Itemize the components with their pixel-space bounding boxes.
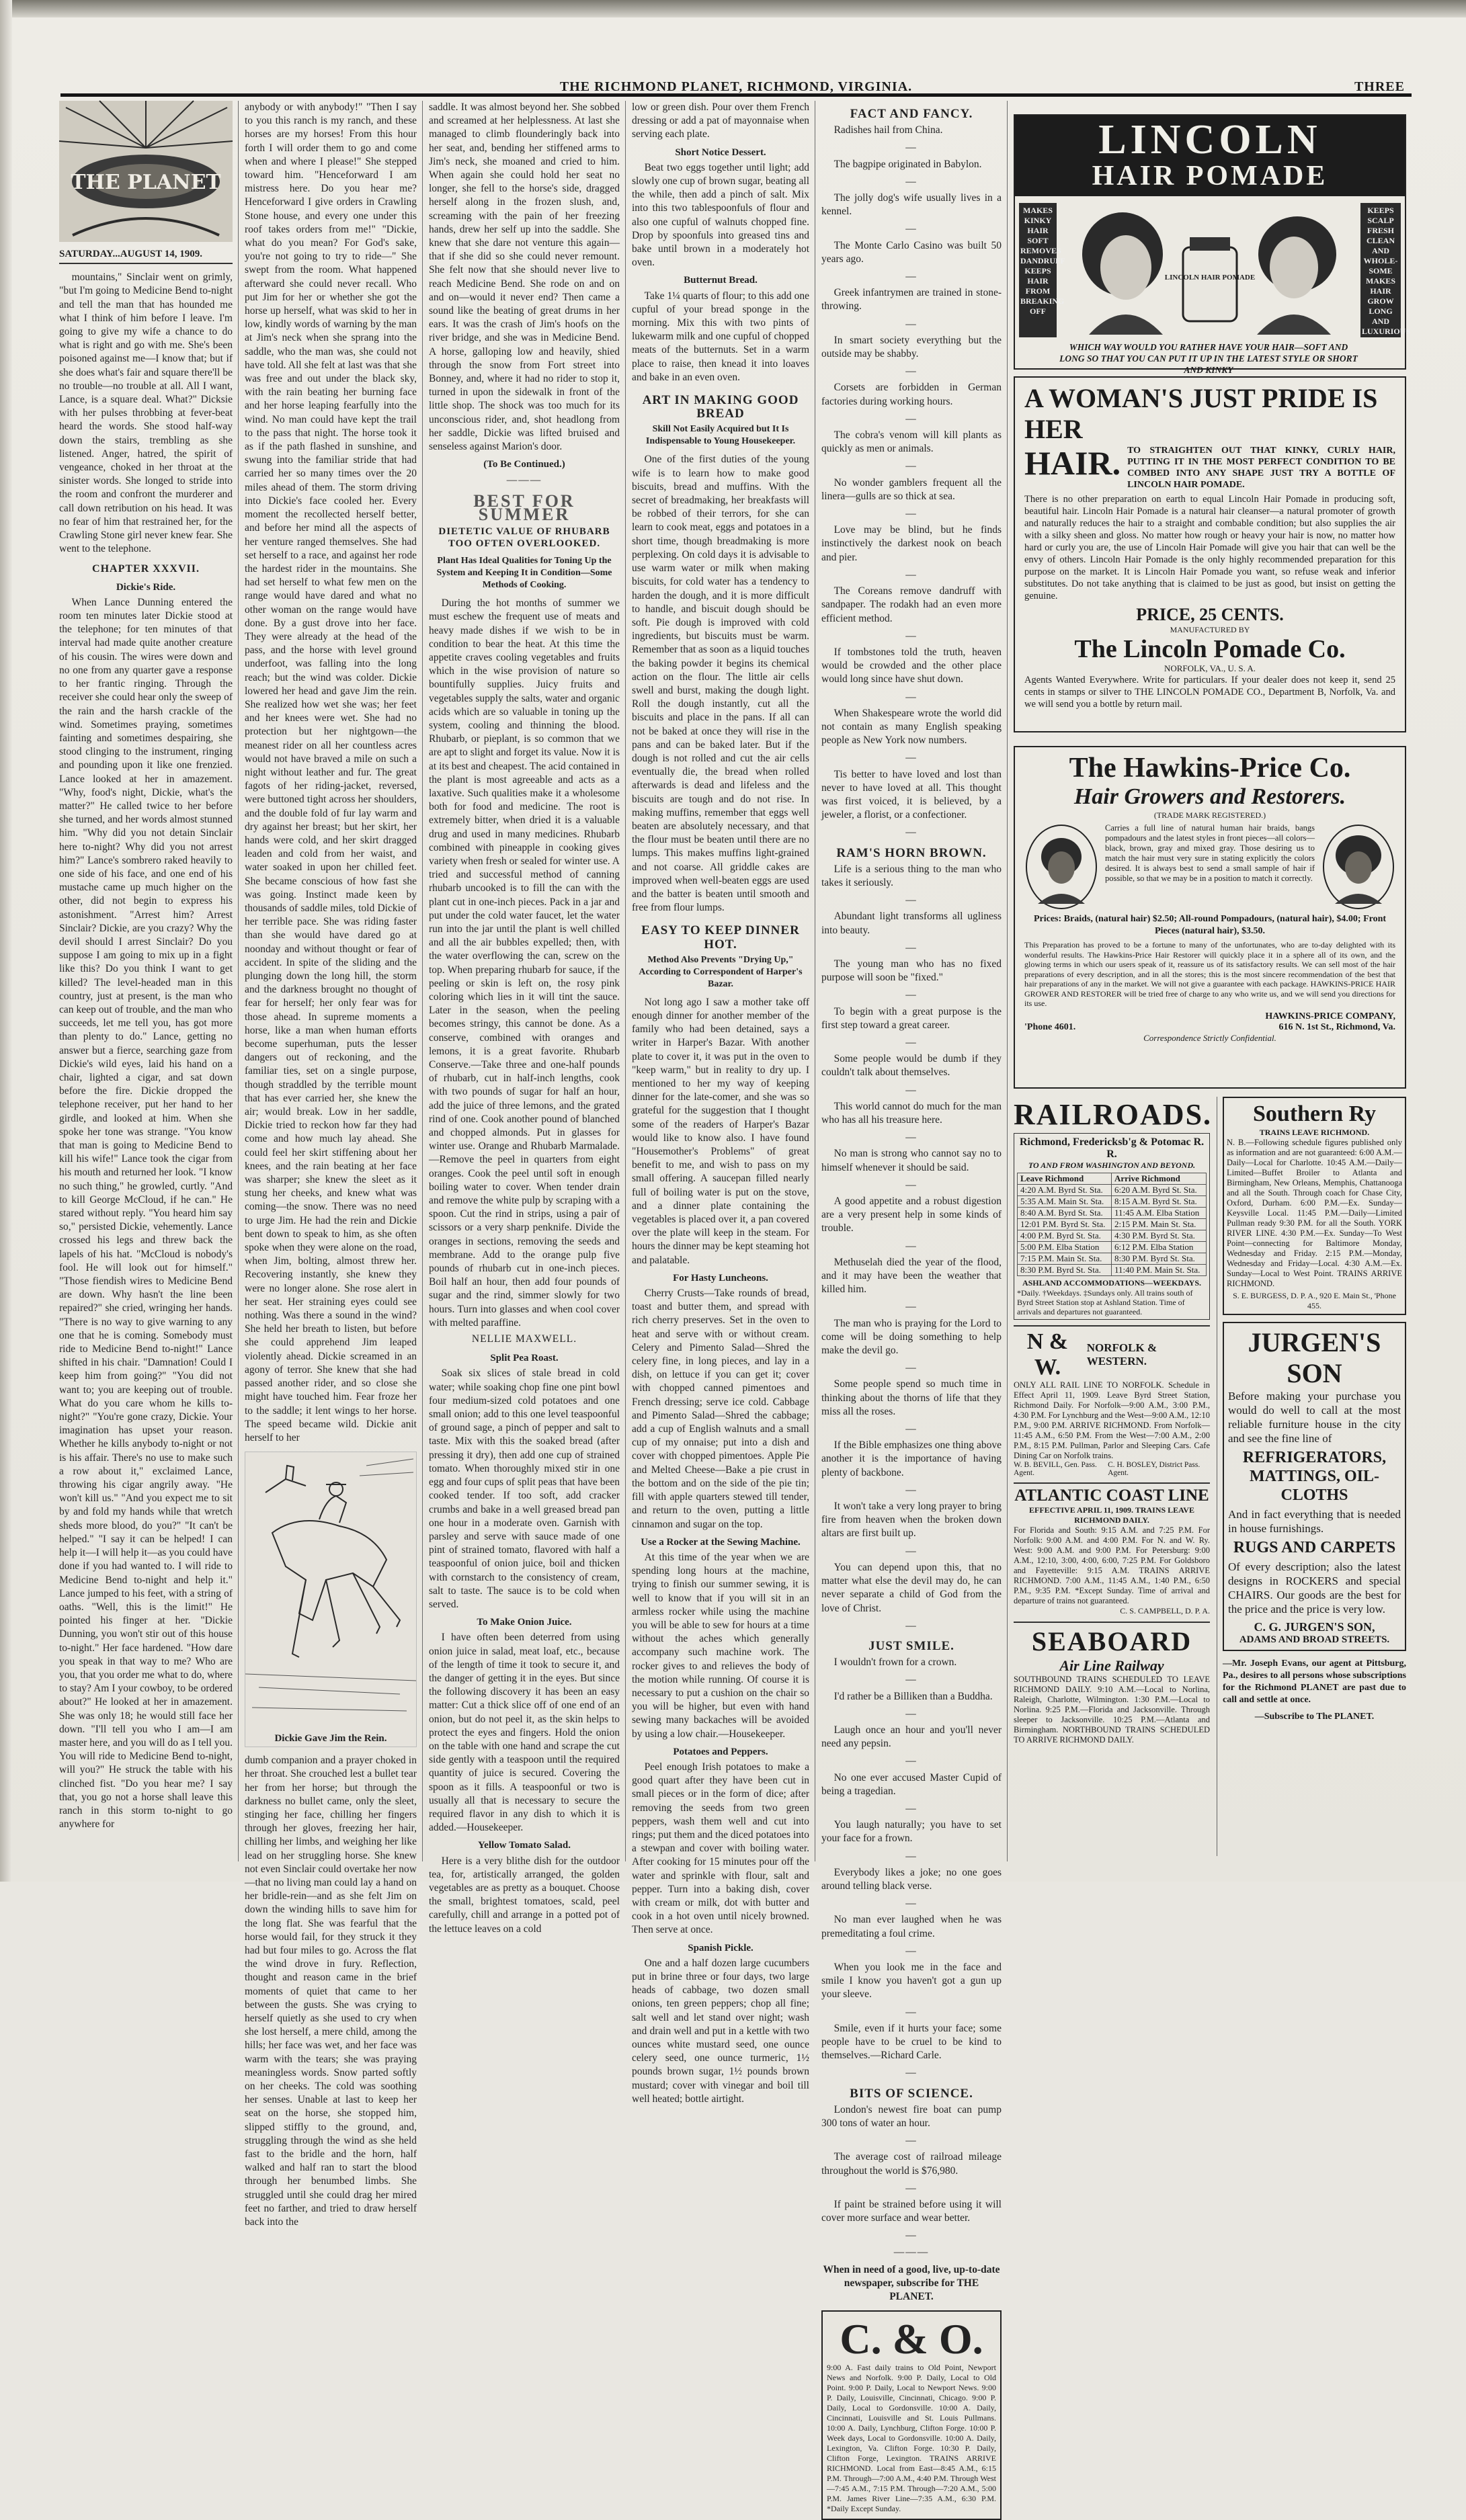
separator: — (905, 630, 918, 642)
recipe-text: Beat two eggs together until light; add slowly one cup of brown sugar, beating all the while, then add a pinch of salt. Mix into this two tablespoonfuls of flour and also one cupful of walnuts chopped fine. Drop by spoonfuls into greased tins and bake until brown in a moderately hot oven. (632, 161, 809, 269)
table-row (1018, 1219, 1207, 1230)
seaboard-schedule (1014, 1622, 1210, 1745)
ram-item: No man is strong who cannot say no to himself whenever it should be said. (821, 1148, 1002, 1173)
fact-item: The cobra's venom will kill plants as quickly as men or animals. (821, 429, 1002, 455)
article-headline: EASY TO KEEP DINNER HOT. (641, 923, 800, 952)
lincoln-benefits-right: KEEPS SCALP FRESH CLEAN AND WHOLE-SOME MAKES HAIR GROW LONG AND LUXURIOUS (1360, 203, 1401, 337)
fact-item: In smart society everything but the outside may be shabby. (821, 334, 1002, 360)
separator: — (905, 1620, 918, 1632)
col-leave: Leave Richmond (1018, 1173, 1112, 1185)
column-3 (429, 101, 620, 1935)
ram-item: Some people would be dumb if they couldn't talk about themselves. (821, 1053, 1002, 1079)
separator: — (905, 827, 918, 839)
recipe-heading: To Make Onion Juice. (477, 1617, 572, 1628)
scan-left-edge (0, 0, 12, 1882)
acl-sign: C. S. CAMPBELL, D. P. A. (1120, 1606, 1210, 1615)
recipe-heading: Split Pea Roast. (490, 1353, 559, 1364)
ram-item: Life is a serious thing to the man who takes it seriously. (821, 863, 1002, 888)
separator: — (905, 460, 918, 472)
to-be-continued: (To Be Continued.) (483, 459, 565, 470)
acl-title: ATLANTIC COAST LINE (1014, 1486, 1209, 1505)
hawkins-company: HAWKINS-PRICE COMPANY, (1265, 1011, 1395, 1021)
recipe-text: One and a half dozen large cucumbers put in brine three or four days, two large heads of cabbage, two dozen small onions, ten green peppers; chop all fine; salt well and let stand over night; wash and drain well and put in a kettle with two ounces white mustard seed, one ounce celery seed, one ounce turmeric, 1½ pounds brown sugar, 1½ pounds brown mustard; cover with vinegar and boil till well heated; bottle airtight. (632, 1957, 809, 2105)
hawkins-title: The Hawkins-Price Co. (1069, 753, 1351, 784)
table-row (1018, 1265, 1207, 1276)
separator: — (905, 1084, 918, 1096)
science-item: London's newest fire boat can pump 300 tons of water an hour. (821, 2103, 1002, 2129)
portrait-icon (1321, 823, 1395, 911)
nw-schedule (1014, 1325, 1210, 1477)
smile-list (821, 1656, 1002, 2080)
lincoln-subtitle: HAIR POMADE (1092, 161, 1328, 192)
fact-item: Radishes hail from China. (833, 124, 943, 136)
acl-text: For Florida and South: 9:15 A.M. and 7:25 P.M. For Norfolk: 9:00 A.M. and 4:00 P.M. For N. and W. Ry. West: 9:00 A.M. and 9:00 P.M. For Petersburg: 9:00 A.M., 12:10, 3:00, 4:00, 6:00, 7:25 P.M. For Goldsboro and Fayetteville: 9:15 A.M. TRAINS ARRIVE RICHMOND. 7:00 A.M., 11:45 A.M., 1:40 P.M., 6:50 P.M., 9:35 P.M. *Except Sunday. Time of arrival and departure of trains not guaranteed. (1014, 1525, 1210, 1605)
article-headline: ART IN MAKING GOOD BREAD (642, 393, 799, 421)
table-cell: 5:00 P.M. Elba Station (1018, 1242, 1112, 1253)
jurgens-text-2: And in fact everything that is needed in house furnishings. (1228, 1508, 1401, 1535)
lincoln-pomade-ad (1014, 114, 1411, 375)
fact-item: Love may be blind, but he finds instinctively the darkest nook on beach and pier. (821, 524, 1002, 563)
science-item: If paint be strained before using it will cover more surface and wear better. (821, 2199, 1002, 2224)
section-headline: FACT AND FANCY. (850, 107, 973, 121)
separator: — (905, 413, 918, 425)
separator: — (905, 2230, 918, 2242)
lincoln-tagline: WHICH WAY WOULD YOU RATHER HAVE YOUR HAIR—SOFT AND LONG SO THAT YOU CAN PUT IT UP IN THE LATEST STYLE OR SHORT AND KINKY (1059, 342, 1358, 375)
masthead-text: THE PLANET (71, 171, 221, 194)
subscribe-footer: —Subscribe to The PLANET. (1254, 1712, 1375, 1722)
seaboard-title: SEABOARD (1031, 1626, 1192, 1656)
portrait-icon (1024, 823, 1098, 911)
column-1 (59, 101, 233, 1861)
jurgens-text-1: Before making your purchase you would do well to call at the most reliable furniture house in the city and see the fine line of (1228, 1390, 1401, 1445)
table-row (1018, 1208, 1207, 1219)
article-deck: Plant Has Ideal Qualities for Toning Up the System and Keeping It in Condition—Some Methods of Cooking. (436, 556, 612, 591)
table-cell: 8:30 P.M. Byrd St. Sta. (1018, 1265, 1112, 1276)
womans-pride-ad (1014, 376, 1406, 732)
co-schedule: 9:00 A. Fast daily trains to Old Point, Newport News and Norfolk. 9:00 P. Daily, Local to Old Point. 9:00 P. Daily, Local to Newport News. 9:00 P. Daily, Louisville, Cincinnati, Chicago. 9:00 P. Daily, Local to Gordonsville. 10:00 A. Daily, Cincinnati, Louisville and St. Louis Pullmans. 10:00 A. Daily, Lynchburg, Clifton Forge. 10:00 P. Week days, Local to Gordonsville. 10:00 A. Daily, Lexington, Va. Clifton Forge. 10:30 P. Daily, Clifton Forge, Lexington. TRAINS ARRIVE RICHMOND. Local from East—8:45 A.M., 6:15 P.M. Through—7:00 A.M., 4:40 P.M. Through West—7:45 A.M., 7:15 P.M. Through—7:20 A.M., 5:00 P.M. James River Line—7:35 A.M., 6:30 P.M. *Daily Except Sunday. (827, 2363, 996, 2514)
page-number: THREE (1354, 79, 1405, 94)
separator: — (905, 366, 918, 378)
southern-railway-ad (1223, 1097, 1406, 1315)
recipe-text: low or green dish. Pour over them French dressing or add a pat of mayonnaise when serving each plate. (632, 101, 809, 140)
separator: — (905, 1362, 918, 1374)
recipe-text: Here is a very blithe dish for the outdoor tea, for, artistically arranged, the golden vegetables are as pretty as a bouquet. Choose the small, brightest tomatoes, scald, peel carefully, chill and arrange in a potted pot of the lettuce leaves on a cold (429, 1855, 620, 1935)
recipe-text: Cherry Crusts—Take rounds of bread, toast and butter them, and spread with rich cherry preserves. Set in the oven to heat and serve with or without cream. Celery and Pimento Salad—Shred the celery fine, in long pieces, and lay in a dish, on lettuce if you can get it; cover with chopped canned pimentoes and French dressing; serve ice cold. Cabbage and Pimento Salad—Shred the cabbage; add a cup of English walnuts and a small cup of my onnaise; put into a dish and cover with chopped pimentoes. Apple Pie and Melted Cheese—Bake a pie crust in the bottom and on the side of the pie tin; fill with apple quarters stewed till tender, and return to the oven, putting a little cinnamon and sugar on the top. (632, 1288, 809, 1530)
smile-item: No one ever accused Master Cupid of being a tragedian. (821, 1771, 1002, 1797)
separator: — (905, 894, 918, 907)
separator: — (905, 1423, 918, 1435)
separator: — (905, 1132, 918, 1144)
article-subhead: DIETETIC VALUE OF RHUBARB TOO OFTEN OVERLOOKED. (438, 526, 610, 550)
horse-rider-illustration-icon (245, 1452, 416, 1728)
story-text: dumb companion and a prayer choked in her throat. She crouched lest a bullet tear her from her horse; but through the darkness no bullet came, only the sleet, stinging her face, chilling her fingers through her gloves, freezing her hair, chilling her limbs, and weighing her like lead on her struggling horse. She knew not even Sinclair could overtake her now—that no living man could lay a hand on her bridle-rein—and as she felt Jim on down the winding hills to save him for the long flat. She was fearful that the horse would fail, for they struck it they had but four miles to go. Across the flat the wind drove in fury. Reflection, thought and reason came in the brief moments of quiet that came to her between the gusts. She was crying to herself quietly as she used to cry when she lost herself, a mere child, among the hills; her face was wet, and her face was warm with the tears; she was praying meaningless words. Snow parted softly on her cheeks. The cold was soothing her senses. Unable at last to keep her seat on the horse, she stopped him, slipped stiffly to the ground, and, struggling through the wind as she held fast to the bridle and the horn, half walked and half ran to start the blood through her benumbed limbs. She struggled until she could drag her mired feet no farther, and tried to draw herself back into the (245, 1755, 417, 2228)
illustration-caption: Dickie Gave Jim the Rein. (274, 1733, 387, 1745)
column-rule (238, 101, 239, 1861)
column-4 (632, 101, 809, 2105)
article-subhead: Method Also Prevents "Drying Up," According to Correspondent of Harper's Bazar. (639, 954, 803, 989)
southern-sign: S. E. BURGESS, D. P. A., 920 E. Main St., 'Phone 455. (1233, 1291, 1396, 1310)
science-item: The average cost of railroad mileage throughout the world is $76,980. (821, 2151, 1002, 2177)
ram-item: To begin with a great purpose is the first step toward a great career. (821, 1005, 1002, 1031)
article-text: During the hot months of summer we must eschew the frequent use of meats and heavy made dishes if we wish to be in condition to bear the heat. At this time the appetite craves cooling vegetables and fruits which in the wise provision of nature so bountifully supplies. Juicy fruits and vegetables supply the salts, water and organic acids which are so valuable in toning up the system, cooling and thinning the blood. Rhubarb, or pieplant, is so common that we are apt to slight and forget its value. Now it is at its best and cheapest. The acid contained in the plant is most agreeable and acts as a laxative. Such qualities make it a wholesome both for food and medicine. The root is extremely bitter, when dried it is a valuable drug and used in many medicines. Rhubarb combined with pineapple in cooking gives variety when fresh or sealed for winter use. A tried and successful method of canning rhubarb uncooked is to fill the can with the plant cut in one-inch pieces. Pack in a jar and put under the cold water faucet, let the water run into the jar until the plant is well chilled and all the air bubbles expelled; then, with the water overflowing the can, screw on the top. When preparing rhubarb for sauce, if the peeling or skin is left on, the rosy pink coloring which lies in it will tint the sauce. Later in the season, when the peeling becomes stringy, this cannot be done. As a conserve, combined with oranges and lemons, it is a great favorite. Rhubarb Conserve.—Take three and one-half pounds of rhubarb, cut in half-inch lengths, cook with two pounds of sugar for half an hour, add the juice of three lemons, and the grated rind of one. Cook another pound of blanched and chopped almonds. Put in glasses for winter use. Orange and Rhubarb Marmalade.—Remove the peel in quarters from eight oranges. Cook the peel until soft in enough boiling water to cover. When tender drain and remove the white pulp by scraping with a spoon. Cut the rind in strips, using a pair of scissors or a very sharp penknife. Divide the oranges in sections, removing the seeds and membrane. Add to the orange pulp five pounds of rhubarb cut in one-inch pieces. Boil half an hour, then add four pounds of sugar and the rind, simmer slowly for two hours. Turn into glasses and when cool cover with melted paraffine. (429, 597, 620, 1329)
separator: — (905, 2135, 918, 2147)
smile-item: Laugh once an hour and you'll never need any pepsin. (821, 1724, 1002, 1750)
pride-address: NORFOLK, VA., U. S. A. (1164, 663, 1256, 673)
fact-item: The bagpipe originated in Babylon. (833, 158, 982, 170)
table-row (1018, 1196, 1207, 1208)
separator: — (905, 1545, 918, 1557)
rfp-note: *Daily. †Weekdays. ‡Sundays only. All trains south of Byrd Street Station stop at Ashland Station. Time of arrivals and departures not guaranteed. (1017, 1288, 1193, 1316)
hawkins-trademark: (TRADE MARK REGISTERED.) (1153, 810, 1266, 820)
pride-headline-hair: HAIR. (1024, 444, 1121, 482)
fact-item: When Shakespeare wrote the world did not contain as many English speaking people as New York now numbers. (821, 707, 1002, 747)
separator: — (905, 989, 918, 1001)
acl-subtitle: EFFECTIVE APRIL 11, 1909. TRAINS LEAVE RICHMOND DAILY. (1029, 1505, 1194, 1525)
hawkins-body: This Preparation has proved to be a fortune to many of the unfortunates, who are to-day delighted with its wonderful results. The Hawkins-Price Hair Restorer will quickly place it in a sphere all of its own, and the glowing terms in which our users speak of it, reassure us of its satisfactory results. We can sell most of the hair preparations of every description, and in all the stores; this is the most sincere recommendation of the best that hair preparations of any in the market. We will not give a guarantee with each package. HAWKINS-PRICE HAIR GROWER AND RESTORER will be tried free of charge to any who write us, and we will send you directions for its use. (1024, 940, 1395, 1008)
section-headline: BITS OF SCIENCE. (850, 2086, 973, 2101)
table-cell: 8:15 A.M. Byrd St. Sta. (1112, 1196, 1207, 1208)
smile-item: When you look me in the face and smile I know you haven't got a gun up your sleeve. (821, 1961, 1002, 2001)
separator: — (905, 691, 918, 703)
ram-item: Abundant light transforms all ugliness into beauty. (821, 911, 1002, 936)
subscribe-note: When in need of a good, live, up-to-date newspaper, subscribe for THE PLANET. (823, 2263, 1000, 2303)
lincoln-banner (1015, 116, 1405, 196)
scan-top-edge (0, 0, 1466, 17)
acl-schedule (1014, 1482, 1210, 1616)
ram-item: Methuselah died the year of the flood, and it may have been the weather that killed him. (821, 1256, 1002, 1296)
fact-item: If tombstones told the truth, heaven would be crowded and the other place would long since have shut down. (821, 646, 1002, 685)
recipe-text: Peel enough Irish potatoes to make a good quart after they have been cut in small pieces or in the form of dice; after removing the seeds from two green peppers, wash them well and cut into rings; put them and the diced potatoes into a stewpan and cover with boiling water. After cooking for 15 minutes pour off the water and sprinkle with flour, salt and pepper. Turn into a baking dish, cover with cream or milk, dot with butter and cook in a hot oven until nicely browned. Then serve at once. (632, 1761, 809, 1936)
separator: — (905, 271, 918, 283)
pride-agents: Agents Wanted Everywhere. Write for particulars. If your dealer does not keep it, send 25 cents in stamps or silver to THE LINCOLN POMADE CO., Department B, Norfolk, Va. and we will send you a bottle by return mail. (1024, 675, 1395, 710)
separator: — (905, 2182, 918, 2194)
jurgens-products-2: RUGS AND CARPETS (1233, 1539, 1396, 1556)
article-headline: BEST FOR SUMMER (473, 491, 575, 524)
fact-item: Tis better to have loved and lost than never to have loved at all. This thought was first voiced, it is believed, by a jeweler, a florist, or a confectioner. (821, 768, 1002, 821)
article-subhead: Skill Not Easily Acquired but It Is Indispensable to Young Housekeeper. (645, 424, 796, 447)
hawkins-prices: Prices: Braids, (natural hair) $2.50; All-round Pompadours, (natural hair), $4.00; Front Pieces (natural hair), $3.50. (1033, 914, 1387, 936)
column-2 (245, 101, 417, 2228)
table-cell: 2:15 P.M. Main St. Sta. (1112, 1219, 1207, 1230)
separator: — (905, 1674, 918, 1686)
separator: — (905, 1850, 918, 1862)
jar-label: LINCOLN HAIR POMADE (1164, 274, 1256, 282)
section-headline: RAM'S HORN BROWN. (836, 845, 987, 860)
ram-item: The man who is praying for the Lord to come will be doing something to help make the devil go. (821, 1317, 1002, 1357)
table-cell: 5:35 A.M. Main St. Sta. (1018, 1196, 1112, 1208)
table-cell: 7:15 P.M. Main St. Sta. (1018, 1253, 1112, 1265)
newspaper-title: THE RICHMOND PLANET, RICHMOND, VIRGINIA. (559, 79, 913, 94)
recipe-heading: For Hasty Luncheons. (673, 1272, 768, 1284)
seaboard-text: SOUTHBOUND TRAINS SCHEDULED TO LEAVE RICHMOND DAILY. 9:10 A.M.—Local to Norlina, Raleigh, Charlotte, Wilmington. 1:30 P.M.—Local to Norlina. 9:25 P.M.—Florida and Jacksonville. Through sleeper to Jacksonville. 10:25 P.M.—Atlanta and Birmingham. NORTHBOUND TRAINS SCHEDULED TO ARRIVE RICHMOND DAILY. (1014, 1675, 1210, 1745)
fact-item: The Coreans remove dandruff with sandpaper. The rodakh had an even more efficient method. (821, 585, 1002, 624)
right-ad-column (1217, 1097, 1406, 1856)
fact-item: The jolly dog's wife usually lives in a kennel. (821, 192, 1002, 218)
story-text: anybody or with anybody!" "Then I say to you this ranch is my ranch, and these horses are my horses! From this hour forth I will order them to go and come when and where I please!" She stepped toward him. "Henceforward I am mistress here. Do you hear me? Henceforward I give orders in Crawling Stone house, and every one under this roof takes orders from me!" "Dickie, what do you mean? For God's sake, you're not going to try to ride—" She swept from the room. What happened afterward she could never recall. Who put Jim for her or whether she got the horse up herself, what was skid to her in low, kindly words of warning by the man at Jim's neck when she sprang into the saddle, who the man was, she could not have told. All she felt at last was that she was free and out under the black sky, with the rain beating her burning face and her horse leaping fearfully into the wind. No man could have kept the trail to the pass that night. The horse took it as if the path flashed in sunshine, and swung into the familiar stride that had carried her so many times over the 20 miles ahead of them. The storm driving into Dickie's face cooled her. Every moment the recollected herself better, and before her mind all the aspects of her venture ranged themselves. She had set herself to a race, and against her rode the hardest rider in the mountains. She had set herself to what few men on the range would have dared and what no other woman on the range would have done. By a gust drove into her face. They were already at the head of the pass, and the horse with level ground underfoot, was falling into the long reach; but the wind was colder. Dickie lowered her head and gave Jim the rein. She realized how wet she was; her feet and her knees were wet. She had no protection but her nightgown—the meanest rider on all her countless acres would not have braved a mile on such a night without leather and fur. The great fagots of her riding-jacket, reversed, were buttoned tight across her shoulders, and the double fold of fur lay warm and dry against her breast; but her skirt, her hands were cold, and her skirt dragged leaden and cold from her waist, and water soaked in upon her chilled feet. She became conscious of how fast she was going. Instinct made keen by thousands of saddle miles, told Dickie of her terrible pace. She was riding faster than she would have dared go at noonday and without thought or fear of accident. In spite of the sliding and the plunging down the long hill, the storm and the darkness brought no thought of fear for herself; her only fear was for those ahead. In supreme moments a horse, like a man when human efforts become superhuman, puts the lesser dangers out of reckoning, and the familiar ties, set on a single purpose, though straddled by the terrible mount that has ever carried her, she knew the air; would break. Low in her saddle, Dickie tried to reckon how far they had come and how much lay ahead. She could feel her skirt stiffening about her knees, and the rain beating at her face was sharper; she knew the sleet as it stung her cheeks, and knew what was coming—the snow. There was no need to urge Jim. He had the rein and Dickie bent down to speak to him, as she often spoke when they were alone on the road, when Jim, bolting, almost threw her. Recovering instantly, she knew they were no longer alone. She rose alert in her seat. Her straining eyes could see nothing. Was there a sound in the wind? She held her breath to listen, but before she could apprehend Jim leaped violently ahead. Dickie screamed in an agony of terror. She knew that she had passed another rider, and so close she might have touched him. Fear froze her to the saddle; it lent wings to her horse. The speed became wild. Dickie anit herself to her (245, 101, 417, 1443)
recipe-text: At this time of the year when we are spending long hours at the machine, trying to finish our summer sewing, it is well to know that if you will sit in an armless rocker while using the machine you will be able to sew for hours at a time without the aches which generally accompany such machine work. The rocker gives to and relieves the body of the motion while running. Of course it is necessary to put a cushion on the chair so you will be higher, but even with hand sewing many backaches will be avoided by using a low chair.—Housekeeper. (632, 1551, 809, 1740)
table-cell: 8:30 P.M. Byrd St. Sta. (1112, 1253, 1207, 1265)
nw-text: ONLY ALL RAIL LINE TO NORFOLK. Schedule in Effect April 11, 1909. Leave Byrd Street Station, Richmond Daily. For Norfolk—9:00 A.M., 3:00 P.M., 4:30 P.M. For Lynchburg and the West—9:00 A.M., 12:10 P.M., 9:00 P.M. ARRIVE RICHMOND. From Norfolk—11:45 A.M., 6:50 P.M. From the West—7:00 A.M., 2:00 P.M., 8:15 P.M. Pullman, Parlor and Sleeping Cars. Cafe Dining Car on Norfolk trains. (1014, 1380, 1210, 1460)
table-row (1018, 1185, 1207, 1196)
rfp-title: Richmond, Fredericksb'g & Potomac R. R. (1019, 1136, 1205, 1160)
illustration (245, 1452, 417, 1747)
jurgens-products-1: REFRIGERATORS, MATTINGS, OIL-CLOTHS (1242, 1449, 1387, 1504)
article-author: NELLIE MAXWELL. (471, 1333, 577, 1345)
table-cell: 6:12 P.M. Elba Station (1112, 1242, 1207, 1253)
separator: — (905, 1301, 918, 1313)
jurgens-text-3: Of every description; also the latest designs in ROCKERS and special CHAIRS. Our goods are the best for the price and the price is very low. (1228, 1560, 1401, 1615)
fact-item: The Monte Carlo Casino was built 50 years ago. (821, 239, 1002, 265)
separator: — (905, 175, 918, 187)
hawkins-note: Correspondence Strictly Confidential. (1143, 1032, 1276, 1043)
fact-item: Corsets are forbidden in German factories during working hours. (821, 382, 1002, 407)
table-cell: 4:20 A.M. Byrd St. Sta. (1018, 1185, 1112, 1196)
rfp-timetable (1017, 1173, 1207, 1276)
recipe-text: I have often been deterred from using onion juice in salad, meat loaf, etc., because of the length of time it took to secure it, and the danger of getting it in the eyes. But since the following discovery it has been an easy matter: Cut a thick slice off of one end of an onion, but do not peel it, as the skin helps to protect the eyes and fingers. Hold the onion on the table with one hand and scrape the cut side gently with a teaspoon until the required quantity of juice is secured. Covering the spoon as it fills. A teaspoonful or two is usually all that is necessary to secure the required flavor in any dish to which it is added.—Housekeeper. (429, 1632, 620, 1834)
table-cell: 12:01 P.M. Byrd St. Sta. (1018, 1219, 1112, 1230)
recipe-heading: Spanish Pickle. (688, 1942, 754, 1954)
recipe-heading: Yellow Tomato Salad. (478, 1840, 571, 1851)
separator: — (905, 2067, 918, 2079)
ram-list (821, 863, 1002, 1633)
southern-title: Southern Ry (1253, 1101, 1376, 1126)
ram-item: It won't take a very long prayer to bring fire from heaven when the broken down altars are first built up. (821, 1501, 1002, 1540)
separator: — (905, 1179, 918, 1191)
recipe-heading: Use a Rocker at the Sewing Machine. (641, 1536, 801, 1548)
separator: — (905, 508, 918, 520)
planet-masthead (59, 101, 233, 242)
pride-subhead: TO STRAIGHTEN OUT THAT KINKY, CURLY HAIR, PUTTING IT IN THE MOST PERFECT CONDITION TO BE COMBED INTO ANY SHAPE JUST TRY A BOTTLE OF LINCOLN HAIR POMADE. (1127, 446, 1395, 490)
planet-emblem-icon (59, 101, 233, 242)
co-railway-ad (821, 2310, 1002, 2520)
railroads-heading: RAILROADS. (1014, 1098, 1213, 1131)
science-list (821, 2103, 1002, 2243)
story-text: saddle. It was almost beyond her. She sobbed and screamed at her helplessness. At last she managed to climb flounderingly back into her seat, and, bending her stiffened arms to Jim's neck, she moaned and cried to him. When again she could hold her seat no longer, she fell to the horse's side, dragged herself along in the frozen slush, and, screaming with the pain of her freezing hands, drew her self up into the saddle. She knew that she dare not venture this again—that if she did so she could never remount. She felt now that she should never live to reach Medicine Bend. She rode on and on and on—would it never end? Then came a sound like the beating of great drums in her ears. It was the crash of Jim's hoofs on the river bridge, and she was in Medicine Bend. A horse, galloping low and heavily, shied through the snow from Fort street into Bonney, and, where it had no rider to stop it, turned in upon the sidewalk in front of the little shop. The shock was too much for its unconscious rider, and, shot headlong from her saddle, Dickie was lifted bruised and senseless against Marion's door. (429, 101, 620, 453)
smile-item: Smile, even if it hurts your face; some people have to be cruel to be kind to themselves.—Richard Carle. (821, 2022, 1002, 2062)
smile-item: Everybody likes a joke; no one goes around telling black verse. (821, 1866, 1002, 1892)
fact-item: No wonder gamblers frequent all the linera—gulls are so thick at sea. (821, 476, 1002, 502)
recipe-text: Take 1¼ quarts of flour; to this add one cupful of your bread sponge in the morning. Mix this with two pints of lukewarm milk and one cupful of chopped meats of the butternuts. Set in a warm place to raise, then knead it into loaves and bake in an even oven. (632, 290, 809, 383)
separator: — (905, 2006, 918, 2018)
running-header (60, 79, 1412, 97)
nw-sign-2: C. H. BOSLEY, District Pass. Agent. (1108, 1461, 1200, 1477)
hawkins-address: 616 N. 1st St., Richmond, Va. (1278, 1021, 1395, 1032)
hawkins-phone: 'Phone 4601. (1024, 1021, 1076, 1032)
separator: ——— (506, 474, 542, 487)
pride-body: There is no other preparation on earth to equal Lincoln Hair Pomade in producing soft, beautiful hair. Lincoln Hair Pomade is a natural hair cleanser—a natural promoter of growth and naturally reduces the hair to a straight and combable condition; but also supplies the air with a silky sheen and gloss. No matter how rough or heavy your hair is now, no matter how hard or curly you are, the use of Lincoln Hair Pomade will give you hair that can well be the envy of others. Lincoln Hair Pomade is the only highly recommended preparation for this purpose on the market. It is Lincoln Hair Pomade you want, so refuse weak and inferior substitutes. Do not take anything that is claimed to be just as good, but insist on getting the genuine. (1024, 494, 1395, 601)
ram-item: If the Bible emphasizes one thing above another it is the importance of having plenty of backbone. (821, 1439, 1002, 1478)
ram-item: This world cannot do much for the man who has all his treasure here. (821, 1100, 1002, 1126)
table-row (1018, 1230, 1207, 1242)
separator: — (905, 223, 918, 235)
table-cell: 4:00 P.M. Byrd St. Sta. (1018, 1230, 1112, 1242)
fact-list (821, 124, 1002, 839)
separator: — (905, 1708, 918, 1720)
column-rule (625, 101, 626, 1861)
nw-subtitle: NORFOLK & WESTERN. (1086, 1341, 1157, 1368)
rfp-schedule (1014, 1133, 1210, 1320)
separator: — (905, 941, 918, 954)
article-text: Not long ago I saw a mother take off enough dinner for another member of the family who had been detained, says a writer in Harper's Bazar. With another plate to cover it, it was put in the oven to "keep warm," but in reality to dry up. I mentioned to her my way of keeping dinner for the late-comer, and she was so grateful for the suggestion that I thought some of the readers of Harper's Bazar would like to know also. I have found "Housemother's Problems" of great benefit to me, and wish to pass on my small offering. A saucepan filled nearly full of boiling water is put on the stove, and a dinner plate containing the vegetables is placed over it, a pan covered over the plate will keep in the steam. For hours the dinner may be kept steaming hot and palatable. (632, 996, 809, 1266)
story-text: mountains," Sinclair went on grimly, "but I'm going to Medicine Bend to-night and tell the man that has hounded me what I think of him before I leave. I'm going to give my wife a chance to do what is right and go with me. She's been poisoned against me—I know that; but if she does what's fair and square there'll be no trouble—no trouble at all. All I want, Lance, is a square deal. What?" Dicksie with her pulses throbbing at fever-beat heard the words. She stood half-way down the stairs, trembling as she listened. Anger, hatred, the spirit of vengeance, choked in her throat at the sinister words. She longed to stride into the room and confront the murderer and call down retribution on his head. It was no fear of him that restrained her, for the Crawling Stone girl never knew fear. She went to the telephone. (59, 271, 233, 555)
rfp-subtitle: TO AND FROM WASHINGTON AND BEYOND. (1028, 1161, 1196, 1170)
table-row (1018, 1242, 1207, 1253)
seaboard-subtitle: Air Line Railway (1059, 1657, 1164, 1674)
chapter-heading: CHAPTER XXXVII. (92, 563, 200, 575)
table-row (1018, 1253, 1207, 1265)
smile-item: I wouldn't frown for a crown. (833, 1656, 957, 1669)
ram-item: A good appetite and a robust digestion are a very present help in some kinds of trouble. (821, 1195, 1002, 1234)
col-arrive: Arrive Richmond (1112, 1173, 1207, 1185)
column-5 (821, 101, 1002, 2514)
jurgens-ad (1223, 1322, 1406, 1651)
lincoln-benefits-left: MAKES KINKY HAIR SOFT REMOVES DANDRUFF KEEPS HAIR FROM BREAKING OFF (1019, 203, 1057, 337)
separator: — (905, 142, 918, 154)
separator: — (905, 1240, 918, 1252)
pomade-portraits-icon (1062, 200, 1358, 341)
ram-item: The young man who has no fixed purpose will soon be "fixed." (821, 958, 1002, 984)
recipe-text: Soak six slices of stale bread in cold water; while soaking chop fine one pint bowl four medium-sized cold potatoes and one small onion; add to this one level teaspoonful of ground sage, a pinch of pepper and salt to taste. Mix with this the soaked bread (after pressing it dry), then add one cup of strained tomato. When thoroughly mixed stir in one egg and four cups of split peas that have been cooked tender. If too soft, add cracker crumbs and bake in a well greased bread pan one hour in a moderate oven. Garnish with parsley and serve with sauce made of one pint of strained tomato, flavored with half a teaspoonful of onion juice, boil and thicken with cornstarch to the consistency of cream, salt to taste. The sauce is to be cold when served. (429, 1368, 620, 1610)
ashland-heading: ASHLAND ACCOMMODATIONS—WEEKDAYS. (1022, 1278, 1202, 1288)
jurgens-title: JURGEN'S SON (1248, 1327, 1381, 1388)
smile-item: You laugh naturally; you have to set your face for a frown. (821, 1819, 1002, 1845)
separator: — (905, 1945, 918, 1957)
section-headline: JUST SMILE. (868, 1638, 954, 1653)
column-rule (1007, 101, 1008, 1861)
pride-company: The Lincoln Pomade Co. (1074, 635, 1346, 663)
hawkins-price-ad (1014, 746, 1406, 1089)
pride-manufactured-by: MANUFACTURED BY (1170, 625, 1250, 634)
recipe-heading: Butternut Bread. (684, 275, 758, 286)
jurgens-sign-2: ADAMS AND BROAD STREETS. (1239, 1634, 1390, 1645)
separator: — (905, 1036, 918, 1048)
fact-item: Greek infantrymen are trained in stone-throwing. (821, 287, 1002, 312)
railroads-column (1014, 1097, 1213, 1856)
dateline: SATURDAY...AUGUST 14, 1909. (59, 247, 233, 264)
pride-headline: A WOMAN'S JUST PRIDE IS HER (1024, 383, 1378, 444)
nw-title: N & W. (1026, 1329, 1069, 1380)
table-cell: 8:40 A.M. Byrd St. Sta. (1018, 1208, 1112, 1219)
hawkins-subtitle: Hair Growers and Restorers. (1073, 784, 1346, 809)
nw-sign-1: W. B. BEVILL, Gen. Pass. Agent. (1014, 1461, 1097, 1477)
southern-text: N. B.—Following schedule figures published only as information and are not guaranteed: 6:00 A.M.—Daily—Local for Charlotte. 10:45 A.M.—Daily—Limited—Buffet Broiler to Atlanta and Birmingham, New Orleans, Memphis, Chattanooga and all the South. Through coach for Chase City, Oxford, Durham. 6:00 P.M.—Ex. Sunday—Keysville Local. 11:45 P.M.—Daily—Limited Pullman ready 9:30 P.M. for all the South. YORK RIVER LINE. 4:30 P.M.—Ex. Sunday—To West Point—connecting for Baltimore Monday, Wednesday and Friday. 2:15 P.M.—Monday, Wednesday and Friday—Local. 4:30 A.M.—Ex. Sunday—Local to West Point. TRAINS ARRIVE RICHMOND. (1227, 1138, 1402, 1288)
table-cell: 4:30 P.M. Byrd St. Sta. (1112, 1230, 1207, 1242)
lincoln-title: LINCOLN (1098, 117, 1321, 163)
column-rule (422, 101, 423, 1861)
separator: — (905, 1802, 918, 1814)
separator: — (905, 1898, 918, 1910)
separator: ——— (893, 2246, 930, 2258)
separator: — (905, 752, 918, 764)
separator: — (905, 1755, 918, 1767)
recipe-heading: Potatoes and Peppers. (673, 1746, 768, 1757)
jurgens-sign-1: C. G. JURGEN'S SON, (1254, 1620, 1375, 1634)
co-title: C. & O. (840, 2315, 983, 2363)
ram-item: You can depend upon this, that no matter what else the devil may do, he can never separate a child of God from the love of Christ. (821, 1561, 1002, 1614)
pride-price: PRICE, 25 CENTS. (1136, 605, 1284, 624)
recipe-heading: Short Notice Dessert. (675, 146, 766, 158)
chapter-title: Dickie's Ride. (116, 581, 176, 593)
table-cell: 6:20 A.M. Byrd St. Sta. (1112, 1185, 1207, 1196)
ram-item: Some people spend so much time in thinking about the thorns of life that they miss all the roses. (821, 1378, 1002, 1417)
smile-item: No man ever laughed when he was premeditating a foul crime. (821, 1914, 1002, 1939)
smile-item: I'd rather be a Billiken than a Buddha. (833, 1690, 993, 1702)
table-cell: 11:40 P.M. Main St. Sta. (1112, 1265, 1207, 1276)
article-text: One of the first duties of the young wife is to learn how to make good biscuits, bread and muffins. With the secret of breadmaking, her breakfasts will be robbed of their terrors, for she can learn to cook meat, eggs and potatoes in a short time, though breadmaking is more perplexing. On cold days it is advisable to use warm water or milk when making biscuits, for cold water has a tendency to harden the dough, and it is more difficult to handle, and biscuit dough should be soft. Pie dough is improved with cold ingredients, but biscuits must be warm. Remember that as soon as a liquid touches the baking powder it begins its chemical action on the flour. The little air cells swell and burst, making the dough light. Roll the dough instantly, cut all the biscuits and place in the pans. If all can not be baked at once they will rise in the pans and can be baked later. But if the dough is not rolled and cut the air cells eventually die, the bread when rolled afterwards is dead and lifeless and the biscuits are tough and do not rise. In making muffins, remember that eggs well beaten are absolutely necessary, and that the flour must be beaten until there are no lumps. This makes muffins light-grained and not coarse. All griddle cakes are improved when well-beaten eggs are used and the batter is beaten until smooth and free from flour lumps. (632, 454, 809, 914)
separator: — (905, 1484, 918, 1496)
hawkins-description: Carries a full line of natural human hair braids, bangs pompadours and the latest styles in front pieces—all colors—black, brown, gray and mixed gray. Those desiring us to match the hair must very sure in stating explicitly the colors desired. It is always best to send a small sample of hair if possible, so that we may be in a position to match it correctly. (1105, 823, 1315, 883)
separator: — (905, 318, 918, 330)
agent-notice: —Mr. Joseph Evans, our agent at Pittsburg, Pa., desires to all persons whose subscriptions for the Richmond PLANET are past due to call and settle at once. (1223, 1658, 1406, 1705)
separator: — (905, 569, 918, 581)
table-cell: 11:45 A.M. Elba Station (1112, 1208, 1207, 1219)
southern-subtitle: TRAINS LEAVE RICHMOND. (1259, 1128, 1370, 1137)
story-text: When Lance Dunning entered the room ten minutes later Dickie stood at the telephone; for ten minutes of that interval had made quite another creature of his cousin. The wires were down and no one from any quarter gave a response to her frantic ringing. Through the receiver she could hear only the sweep of the rain and the harsh crackle of the wind. Sometimes praying, sometimes fainting and sometimes despairing, she stood clinging to the instrument, ringing and pounding upon it like one frenzied. Lance looked at her in amazement. "Why, food's night, Dickie, what's the matter?" He called twice to her before she turned, and her words almost stunned him. "Why did you not detain Sinclair here to-night? Why did you not arrest him?" Lance's sombrero raked heavily to one side of his face, and one end of his mustache came up much higher on the other, did not begin to express his astonishment. "Arrest him? Arrest Sinclair? Dickie, are you crazy? Why the devil should I arrest Sinclair? Do you suppose I am going to mix up in a fight like this? Do you think I want to get killed? The level-headed man in this country, just at present, is the man who can keep out of trouble, and the man who succeeds, let me tell you, has got more than plenty to do." Lance, getting no answer but a fierce, searching gaze from Dickie's wild eyes, laid his hand on a chair, lighted a cigar, and sat down before the fire. Dickie dropped the telephone receiver, put her hand to her girdle, and looked at him. When she spoke her tone was strange. "You know that man is going to Medicine Bend to kill his wife!" Lance took the cigar from his mouth and returned her look. "I know no such thing," he growled, curtly. "And to kill George McCloud, if he can." He stared without reply. "You heard him say so," persisted Dickie, vehemently. Lance crossed his legs and threw back the lapels of his hat. "McCloud is nobody's fool. He will look out for himself." "Those fiendish wires to Medicine Bend are down. Why hasn't the line been repaired?" she cried, wringing her hands. "There is no way to give warning to any one that he is coming. Somebody must ride to Medicine Bend to-night!" Lance shifted in his chair. "Damnation! Could I keep him from going?" "You did not want to; you are keeping out of trouble. What do you care whom he kills to-night?" "You're gone crazy, Dickie. Your imagination has upset your reason. Whether he kills anybody to-night or not is his affair. There's no use to make such a row about it," exclaimed Lance, throwing his cigar angrily away. "He won't kill us." "And you expect me to sit by and fold my hands while that wretch sheds more blood, do you?" "It can't be helped." "I say it can be helped! I can help it—I will help it—as you could have done if you had wanted to. I will ride to Medicine Bend to-night and help it." Lance jumped to his feet, with a string of oaths. "Well, this is the limit!" He pointed his finger at her. "Dickie Dunning, you won't stir out of this house to-night." Her face hardened. "How dare you speak in that way to me? Who are you, that you order me what to do, where to stay? Am I your cowboy, to be ordered about?" He looked at her in amazement. She was only 18; he would still face her down. "I'll tell you who I am—I am master here, and you will do as I tell you. You will ride to Medicine Bend to-night, will you?" He struck the table with his clinched fist. "Do you hear me? I say that, you go not a horse shall leave this ranch in this storm to-night to go anywhere for (59, 596, 233, 1831)
